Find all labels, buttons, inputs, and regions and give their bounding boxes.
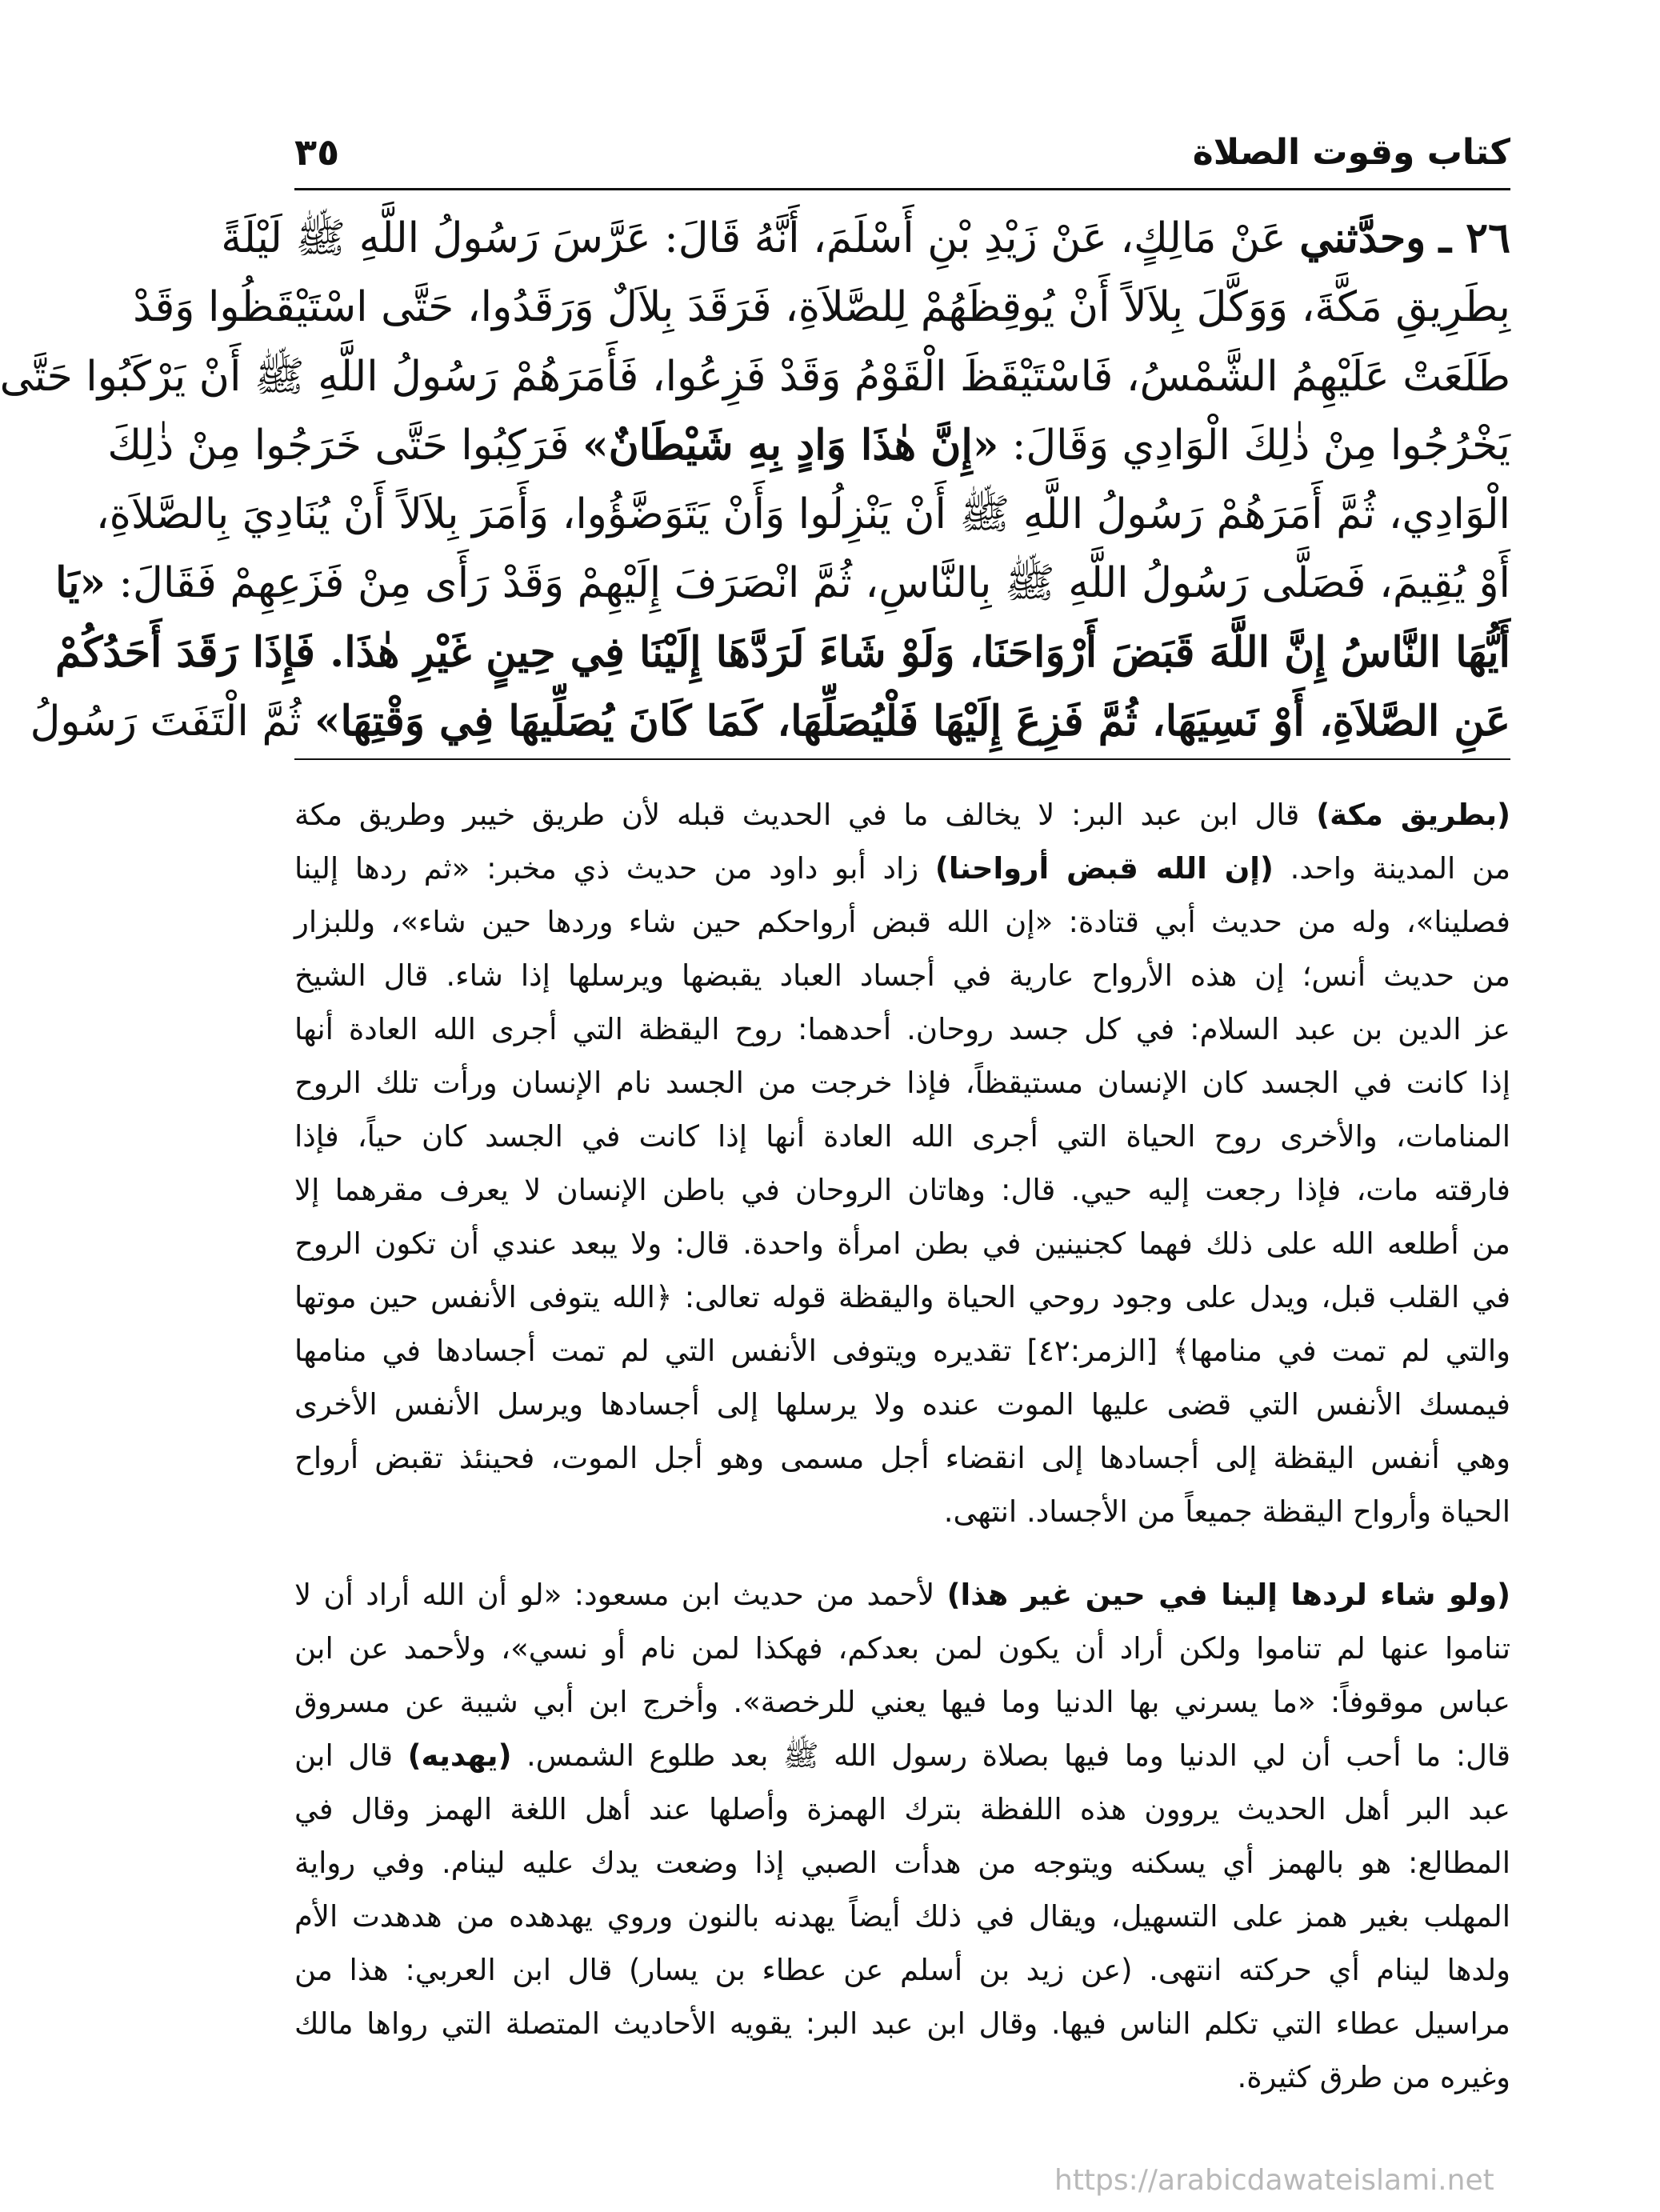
- hadith-line-text: عَنْ مَالِكٍ، عَنْ زَيْدِ بْنِ أَسْلَمَ، أَنَّهُ قَالَ: عَرَّسَ رَسُولُ اللَّهِ ﷺ لَيْلَةً: [221, 214, 1300, 262]
- commentary-line: المهلب بغير همز على التسهيل، ويقال في ذلك أيضاً يهدنه بالنون وروي يهدهده من هدهدت الأم: [294, 1899, 1510, 1934]
- commentary-line: ولدها لينام أي حركته انتهى. (عن زيد بن أسلم عن عطاء بن يسار) قال ابن العربي: هذا من: [294, 1953, 1510, 1987]
- commentary-text: قال ابن: [294, 1738, 408, 1773]
- commentary-text: لأحمد من حديث ابن مسعود: «لو أن الله أراد أن لا: [294, 1578, 947, 1612]
- commentary-line: عز الدين بن عبد السلام: في كل جسد روحان. أحدهما: روح اليقظة التي أجرى الله العادة أنها: [294, 1012, 1510, 1046]
- commentary-line: فارقته مات، فإذا رجعت إليه حيي. قال: وهاتان الروحان في باطن الإنسان لا يعرف مقرهما إلا: [294, 1173, 1510, 1207]
- commentary-text: قال: ما أحب أن لي الدنيا وما فيها بصلاة رسول الله ﷺ بعد طلوع الشمس.: [511, 1738, 1511, 1773]
- commentary-line: وهي أنفس اليقظة إلى أجسادها إلى انقضاء أجل مسمى وهو أجل الموت، فحينئذ تقبض أرواح: [294, 1441, 1510, 1475]
- prophetic-quote: «إِنَّ هٰذَا وَادٍ بِهِ شَيْطَانٌ»: [582, 420, 999, 470]
- hadith-line: بِطَرِيقِ مَكَّةَ، وَوَكَّلَ بِلاَلاً أَنْ يُوقِظَهُمْ لِلصَّلاَةِ، فَرَقَدَ بِلاَلٌ وَرَقَدُوا، حَتَّى اسْتَيْقَظُوا وَقَدْ: [133, 283, 1510, 332]
- lemma: (يهديه): [407, 1738, 512, 1773]
- commentary-text: قال ابن عبد البر: لا يخالف ما في الحديث قبله لأن طريق خيبر وطريق مكة: [294, 798, 1317, 832]
- commentary-line: في القلب قبل، ويدل على وجود روحي الحياة واليقظة قوله تعالى: ﴿الله يتوفى الأنفس حين موتها: [294, 1280, 1510, 1314]
- commentary-line: من أطلعه الله على ذلك فهما كجنينين في بطن امرأة واحدة. قال: ولا يبعد عندي أن تكون الروح: [294, 1226, 1510, 1261]
- commentary-line: [294, 1729, 1510, 1782]
- commentary-line: المطالع: هو بالهمز أي يسكنه ويتوجه من هدأت الصبي إذا وضعت يدك عليه لينام. وفي رواية: [294, 1846, 1510, 1880]
- prophetic-quote: عَنِ الصَّلاَةِ، أَوْ نَسِيَهَا، ثُمَّ فَزِعَ إِلَيْهَا فَلْيُصَلِّهَا، كَمَا كَانَ يُصَلِّيهَا فِي وَقْتِهَا»: [314, 697, 1510, 746]
- commentary-line: والتي لم تمت في منامها﴾ [الزمر:٤٢] تقديره ويتوفى الأنفس التي لم تمت أجسادها في منامها: [294, 1334, 1510, 1368]
- commentary-line: مراسيل عطاء التي تكلم الناس فيها. وقال ابن عبد البر: يقويه الأحاديث المتصلة التي رواها مالك: [294, 2006, 1510, 2041]
- commentary-line: [294, 1568, 1510, 1622]
- commentary-line: تناموا عنها لم تناموا ولكن أراد أن يكون لمن بعدكم، فهكذا لمن نام أو نسي»، ولأحمد عن ابن: [294, 1631, 1510, 1666]
- lemma: (ولو شاء لردها إلينا في حين غير هذا): [946, 1578, 1510, 1612]
- page-header: [294, 120, 1510, 184]
- hadith-text: [0, 204, 1510, 756]
- hadith-line: [55, 549, 1510, 618]
- lemma: (إن الله قبض أرواحنا): [934, 851, 1274, 886]
- commentary-line: [294, 842, 1510, 895]
- watermark-url: https://arabicdawateislami.net: [1054, 2164, 1494, 2197]
- running-title: كتاب وقوت الصلاة: [1192, 131, 1510, 173]
- commentary-block: [294, 788, 1510, 1538]
- hadith-line: [221, 204, 1510, 273]
- commentary-line: المنامات، والأخرى روح الحياة التي أجرى الله العادة أنها إذا كانت في الجسد كان حياً، فإذا: [294, 1119, 1510, 1154]
- section-divider: [294, 758, 1510, 760]
- prophetic-quote: «يَا: [55, 558, 106, 608]
- hadith-number: ٢٦ ـ: [1438, 214, 1510, 262]
- hadith-line-text: أَوْ يُقِيمَ، فَصَلَّى رَسُولُ اللَّهِ ﷺ بِالنَّاسِ، ثُمَّ انْصَرَفَ إِلَيْهِمْ وَقَدْ رَأَى مِنْ فَزَعِهِمْ فَقَالَ:: [105, 559, 1510, 608]
- commentary-text: من المدينة واحد.: [1273, 851, 1511, 886]
- hadith-line-text: ثُمَّ الْتَفَتَ رَسُولُ: [30, 698, 314, 746]
- commentary-block: [294, 1568, 1510, 2104]
- commentary-line: عبد البر أهل الحديث يروون هذه اللفظة بترك الهمزة وأصلها عند أهل اللغة الهمز وقال في: [294, 1792, 1510, 1826]
- commentary-text: زاد أبو داود من حديث ذي مخبر: «ثم ردها إلينا: [294, 851, 935, 886]
- commentary-line: الحياة وأرواح اليقظة جميعاً من الأجساد. انتهى.: [943, 1494, 1510, 1529]
- commentary-line: إذا كانت في الجسد كان الإنسان مستيقظاً، فإذا خرجت من الجسد نام الإنسان ورأت تلك الروح: [294, 1066, 1510, 1100]
- header-rule: [294, 188, 1510, 190]
- commentary-line: عباس موقوفاً: «ما يسرني بها الدنيا وما فيها يعني للرخصة». وأخرج ابن أبي شيبة عن مسروق: [294, 1685, 1510, 1719]
- hadith-line: [30, 687, 1510, 756]
- commentary-line: فصلينا»، وله من حديث أبي قتادة: «إن الله قبض أرواحكم حين شاء وردها حين شاء»، وللبزار: [294, 905, 1510, 939]
- hadith-line: الْوَادِي، ثُمَّ أَمَرَهُمْ رَسُولُ اللَّهِ ﷺ أَنْ يَنْزِلُوا وَأَنْ يَتَوَضَّؤُوا، وَأَمَرَ بِلاَلاً أَنْ يُنَادِيَ بِالصَّلاَةِ،: [95, 490, 1510, 539]
- commentary-line: من حديث أنس؛ إن هذه الأرواح عارية في أجساد العباد يقبضها ويرسلها إذا شاء. قال الشيخ: [294, 958, 1510, 993]
- hadith-line-text: فَرَكِبُوا حَتَّى خَرَجُوا مِنْ ذٰلِكَ: [107, 421, 583, 470]
- hadith-line-text: يَخْرُجُوا مِنْ ذٰلِكَ الْوَادِي وَقَالَ:: [998, 421, 1510, 470]
- commentary-line: [294, 788, 1510, 842]
- narrator-phrase: وحدَّثني: [1299, 214, 1426, 262]
- hadith-line: طَلَعَتْ عَلَيْهِمُ الشَّمْسُ، فَاسْتَيْقَظَ الْقَوْمُ وَقَدْ فَزِعُوا، فَأَمَرَهُمْ رَسُولُ اللَّهِ ﷺ أَنْ يَرْكَبُوا حَتَّى: [0, 352, 1510, 401]
- commentary-line: وغيره من طرق كثيرة.: [1237, 2060, 1510, 2094]
- lemma: (بطريق مكة): [1316, 798, 1511, 832]
- prophetic-quote: أَيُّهَا النَّاسُ إِنَّ اللَّهَ قَبَضَ أَرْوَاحَنَا، وَلَوْ شَاءَ لَرَدَّهَا إِلَيْنَا فِي حِينٍ غَيْرِ هٰذَا. فَإِذَا رَقَدَ أَحَدُكُمْ: [55, 627, 1510, 677]
- commentary-line: فيمسك الأنفس التي قضى عليها الموت عنده ولا يرسلها إلى أجسادها ويرسل الأنفس الأخرى: [294, 1387, 1510, 1422]
- page-number: ٣٥: [294, 130, 340, 174]
- hadith-line: [107, 411, 1510, 480]
